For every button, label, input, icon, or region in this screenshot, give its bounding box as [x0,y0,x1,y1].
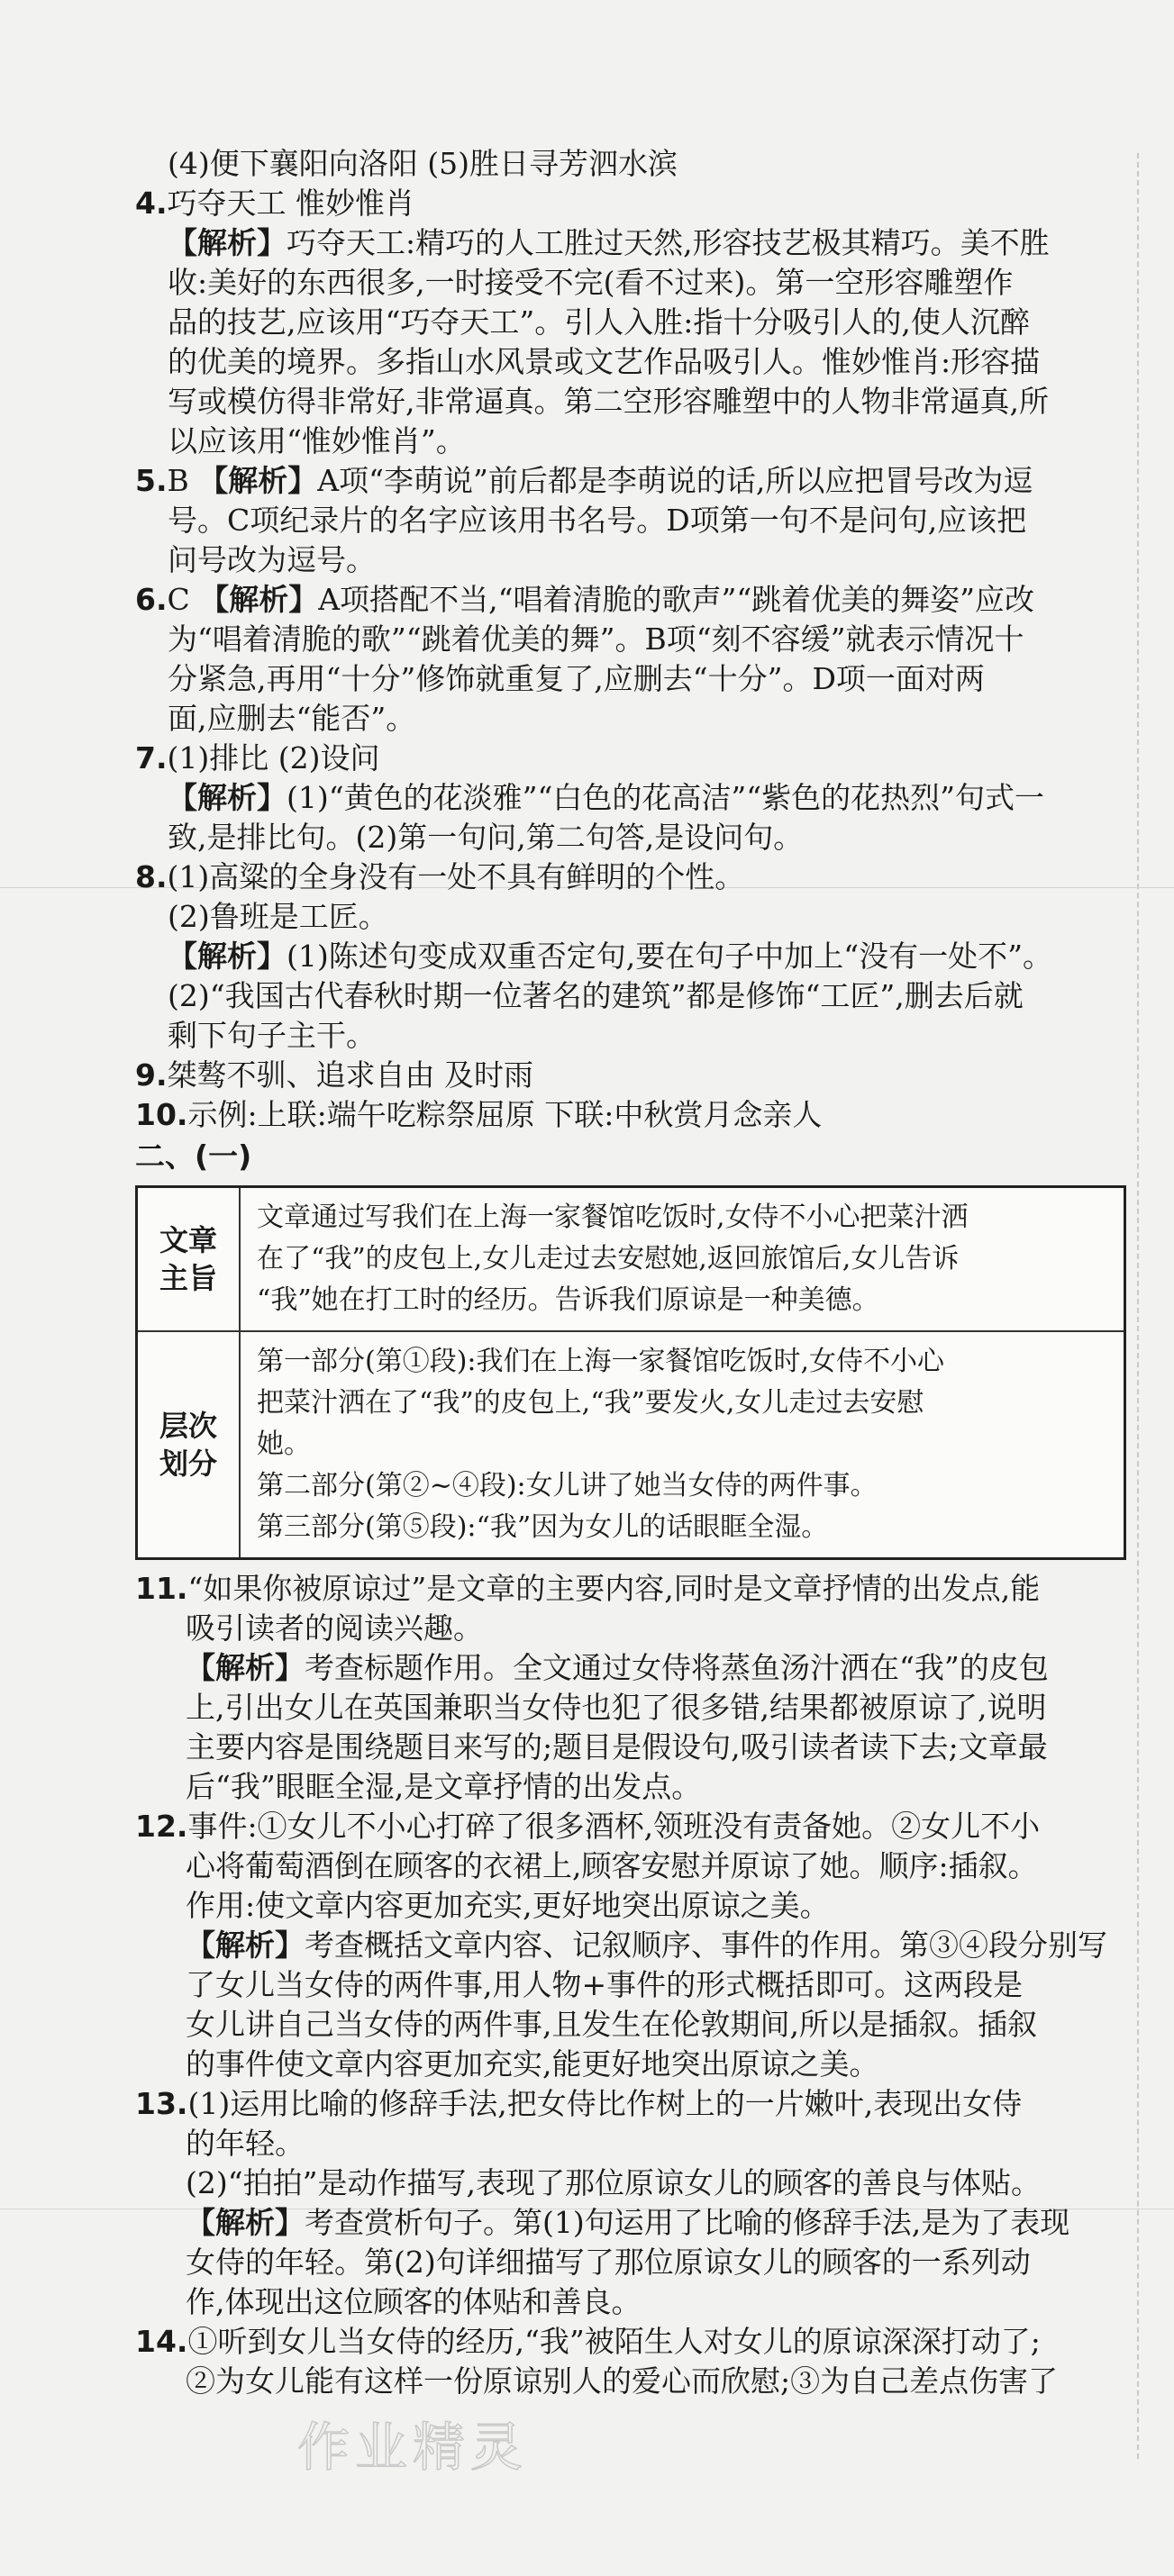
answer-text: 号。C项纪录片的名字应该用书名号。D项第一句不是问句,应该把 [168,503,1027,538]
question-number: 12. [135,1809,188,1844]
question-number: 10. [135,1097,188,1132]
answer-page [135,144,1108,2401]
answer-line [135,342,1108,382]
answer-text: 了女儿当女侍的两件事,用人物+事件的形式概括即可。这两段是 [186,1967,1024,2002]
answer-text: (2)鲁班是工匠。 [168,899,388,934]
answer-text: 女侍的年轻。第(2)句详细描写了那位原谅女儿的顾客的一系列动 [186,2245,1031,2280]
answer-line [135,2084,1108,2124]
answer-line [135,540,1108,580]
answer-text: (1)高粱的全身没有一处不具有鲜明的个性。 [167,859,745,894]
answer-line [135,1095,1108,1135]
answer-line [135,422,1108,461]
answer-text: (1)排比 (2)设问 [167,740,380,776]
answer-line [135,2243,1108,2282]
answer-text: 心将葡萄酒倒在顾客的衣裙上,顾客安慰并原谅了她。顺序:插叙。 [186,1848,1038,1883]
answer-text: 示例:上联:端午吃粽祭屈原 下联:中秋赏月念亲人 [187,1097,823,1132]
answer-line [135,897,1108,937]
answer-text: 的年轻。 [186,2126,305,2161]
answer-text: (2)“拍拍”是动作描写,表现了那位原谅女儿的顾客的善良与体贴。 [186,2165,1041,2200]
table-row-theme [137,1187,1125,1332]
answer-line [135,857,1108,897]
analysis-tag: 【解析】 [168,780,287,815]
answer-text: 品的技艺,应该用“巧夺天工”。引人入胜:指十分吸引人的,使人沉醉 [168,304,1030,340]
answer-text: (1)陈述句变成双重否定句,要在句子中加上“没有一处不”。 [287,939,1052,974]
answer-line [135,1807,1108,1846]
answer-text: A项“李萌说”前后都是李萌说的话,所以应把冒号改为逗 [317,463,1033,498]
section-heading: 二、(一) [135,1138,252,1174]
answer-line [135,2362,1108,2401]
answer-text: 桀骜不驯、追求自由 及时雨 [167,1057,533,1093]
answer-line [135,303,1108,342]
answer-line [135,382,1108,422]
answer-line [135,1767,1108,1807]
answer-line [135,223,1108,263]
answer-text: (1)“黄色的花淡雅”“白色的花高洁”“紫色的花热烈”句式一 [287,780,1044,815]
answer-line [135,144,1108,184]
analysis-tag: 【解析】 [168,939,287,974]
answer-text: 的事件使文章内容更加充实,能更好地突出原谅之美。 [186,2046,879,2082]
answer-text: 以应该用“惟妙惟肖”。 [168,423,466,458]
question-number: 7. [135,740,168,776]
table-head-theme: 文章 主旨 [137,1187,241,1332]
answer-text: C [167,582,200,617]
answer-text: 作用:使文章内容更加充实,更好地突出原谅之美。 [186,1888,830,1923]
answer-text: 后“我”眼眶全湿,是文章抒情的出发点。 [186,1769,702,1804]
answer-line [135,501,1108,540]
answer-line [135,2322,1108,2362]
answer-text: (1)运用比喻的修辞手法,把女侍比作树上的一片嫩叶,表现出女侍 [187,2086,1023,2121]
answers-top [135,144,1108,1135]
answer-text: ①听到女儿当女侍的经历,“我”被陌生人对女儿的原谅深深打动了; [187,2324,1041,2359]
answer-text: 事件:①女儿不小心打碎了很多酒杯,领班没有责备她。②女儿不小 [187,1809,1041,1844]
answer-line [135,2124,1108,2163]
answer-text: 吸引读者的阅读兴趣。 [186,1610,483,1646]
question-number: 11. [135,1571,188,1606]
table-cell-structure [240,1331,1125,1559]
answer-text: 主要内容是围绕题目来写的;题目是假设句,吸引读者读下去;文章最 [186,1729,1048,1764]
answer-line [135,2203,1108,2243]
analysis-tag: 【解析】 [186,1927,305,1963]
summary-table [135,1185,1126,1560]
answer-text: 巧夺天工:精巧的人工胜过天然,形容技艺极其精巧。美不胜 [287,225,1050,260]
answer-line [135,580,1108,620]
question-number: 4. [135,186,168,221]
answer-text: 的优美的境界。多指山水风景或文艺作品吸引人。惟妙惟肖:形容描 [168,344,1041,379]
answer-text: 剩下句子主干。 [168,1018,376,1053]
answer-text: 面,应删去“能否”。 [168,701,416,736]
answer-line [135,976,1108,1016]
answer-line [135,263,1108,303]
answer-text: 作,体现出这位顾客的体贴和善良。 [186,2284,642,2319]
answer-line [135,2163,1108,2203]
answer-line [135,1569,1108,1609]
answer-line [135,1728,1108,1767]
answer-text: ②为女儿能有这样一份原谅别人的爱心而欣慰;③为自己差点伤害了 [186,2363,1059,2399]
answer-line [135,778,1108,818]
table-cell-line: 她。 [257,1429,311,1460]
answer-text: 分紧急,再用“十分”修饰就重复了,应删去“十分”。D项一面对两 [168,661,985,696]
question-number: 9. [135,1057,168,1093]
answer-text: B [167,463,199,498]
table-cell-line: “我”她在打工时的经历。告诉我们原谅是一种美德。 [257,1284,879,1316]
answer-text: 致,是排比句。(2)第一句问,第二句答,是设问句。 [168,820,804,855]
question-number: 14. [135,2324,188,2359]
answer-text: “如果你被原谅过”是文章的主要内容,同时是文章抒情的出发点,能 [187,1571,1041,1606]
answer-text: 为“唱着清脆的歌”“跳着优美的舞”。B项“刻不容缓”就表示情况十 [168,621,1024,657]
table-row-structure [137,1331,1125,1559]
answer-line [135,1648,1108,1688]
answer-line [135,184,1108,223]
table-cell-line: 把菜汁洒在了“我”的皮包上,“我”要发火,女儿走过去安慰 [257,1387,924,1419]
answer-line [135,461,1108,501]
answer-line [135,2282,1108,2322]
answer-line [135,1846,1108,1886]
question-number: 5. [135,463,168,498]
question-number: 8. [135,859,168,894]
table-cell-line: 第二部分(第②~④段):女儿讲了她当女侍的两件事。 [257,1470,878,1501]
analysis-tag: 【解析】 [186,2205,305,2240]
answer-text: 考查赏析句子。第(1)句运用了比喻的修辞手法,是为了表现 [305,2205,1070,2240]
answer-line [135,2005,1108,2045]
answer-line [135,1688,1108,1728]
answer-text: 女儿讲自己当女侍的两件事,且发生在伦敦期间,所以是插叙。插叙 [186,2007,1037,2042]
margin-dashed-line [1137,153,1141,2459]
answer-line [135,659,1108,699]
table-cell-line: 文章通过写我们在上海一家餐馆吃饭时,女侍不小心把菜汁洒 [257,1202,969,1233]
answer-line [135,1886,1108,1926]
table-head-structure: 层次 划分 [137,1331,241,1559]
analysis-tag: 【解析】 [168,225,287,260]
analysis-tag: 【解析】 [199,582,319,617]
answer-line [135,620,1108,659]
answer-line [135,818,1108,857]
answer-line [135,739,1108,778]
table-cell-theme [240,1187,1125,1332]
answer-text: 收:美好的东西很多,一时接受不完(看不过来)。第一空形容雕塑作 [168,265,1014,300]
answer-text: 问号改为逗号。 [168,542,376,577]
answer-line [135,2045,1108,2084]
answer-text: A项搭配不当,“唱着清脆的歌声”“跳着优美的舞姿”应改 [318,582,1035,617]
answers-bottom [135,1569,1108,2401]
answer-line [135,1965,1108,2005]
table-cell-line: 第一部分(第①段):我们在上海一家餐馆吃饭时,女侍不小心 [257,1346,945,1377]
watermark: 作业精灵 [297,2417,529,2478]
answer-text: (2)“我国古代春秋时期一位著名的建筑”都是修饰“工匠”,删去后就 [168,978,1024,1013]
table-cell-line: 第三部分(第⑤段):“我”因为女儿的话眼眶全湿。 [257,1511,829,1543]
answer-line [135,1609,1108,1648]
table-cell-line: 在了“我”的皮包上,女儿走过去安慰她,返回旅馆后,女儿告诉 [257,1243,960,1274]
answer-text: 巧夺天工 惟妙惟肖 [167,186,414,221]
answer-text: 考查标题作用。全文通过女侍将蒸鱼汤汁洒在“我”的皮包 [305,1650,1049,1685]
answer-line [135,1056,1108,1095]
answer-line [135,937,1108,976]
answer-line [135,699,1108,739]
answer-text: 考查概括文章内容、记叙顺序、事件的作用。第③④段分别写 [305,1927,1107,1963]
question-number: 13. [135,2086,188,2121]
answer-text: 写或模仿得非常好,非常逼真。第二空形容雕塑中的人物非常逼真,所 [168,384,1049,419]
answer-line [135,1926,1108,1965]
answer-line [135,1016,1108,1056]
answer-text: (4)便下襄阳向洛阳 (5)胜日寻芳泗水滨 [168,146,678,181]
answer-text: 上,引出女儿在英国兼职当女侍也犯了很多错,结果都被原谅了,说明 [186,1690,1047,1725]
analysis-tag: 【解析】 [198,463,318,498]
analysis-tag: 【解析】 [186,1650,305,1685]
question-number: 6. [135,582,168,617]
